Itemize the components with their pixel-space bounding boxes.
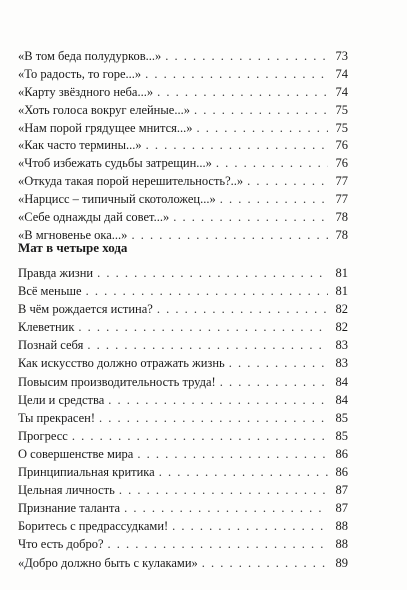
toc-entry-page: 76 <box>335 156 348 171</box>
dot-leader <box>229 354 328 372</box>
toc-entry-page: 86 <box>335 446 348 461</box>
toc-entry-title: «Нарцисс – типичный скотоложец...» <box>18 192 216 207</box>
toc-entry-page: 75 <box>335 102 348 117</box>
dot-leader <box>159 463 328 481</box>
toc-entry <box>18 373 348 391</box>
toc-entry <box>18 300 348 318</box>
toc-entry-page: 78 <box>335 227 348 242</box>
toc-entry-page: 85 <box>335 428 348 443</box>
toc-entry <box>18 391 348 409</box>
dot-leader <box>97 264 328 282</box>
toc-entry <box>18 336 348 354</box>
toc-entry-title: «Карту звёздного неба...» <box>18 84 154 99</box>
toc-entry <box>18 173 348 191</box>
toc-entry <box>18 48 348 66</box>
dot-leader <box>172 517 328 535</box>
toc-entry <box>18 282 348 300</box>
dot-leader <box>216 155 328 173</box>
dot-leader <box>78 318 328 336</box>
toc-entry <box>18 354 348 372</box>
toc-entry-page: 81 <box>335 284 348 299</box>
toc-entry-title: Что есть добро? <box>18 537 104 552</box>
toc-entry-page: 85 <box>335 410 348 425</box>
dot-leader <box>124 499 328 517</box>
toc-entry <box>18 209 348 227</box>
toc-entry-title: Цельная личность <box>18 483 115 498</box>
dot-leader <box>145 66 328 84</box>
toc-entry <box>18 155 348 173</box>
dot-leader <box>197 120 328 138</box>
toc-entry <box>18 84 348 102</box>
toc-entry-page: 82 <box>335 320 348 335</box>
toc-entry-title: Боритесь с предрассудками! <box>18 519 169 534</box>
toc-entry <box>18 66 348 84</box>
dot-leader <box>165 48 328 66</box>
toc-entry <box>18 445 348 463</box>
toc-entry-page: 83 <box>335 356 348 371</box>
toc-entry-title: «Откуда такая порой нерешительность?..» <box>18 174 244 189</box>
toc-entry-title: «Себе однажды дай совет...» <box>18 210 170 225</box>
toc-entry-title: В чём рождается истина? <box>18 302 153 317</box>
dot-leader <box>137 445 328 463</box>
toc-entry-page: 88 <box>335 519 348 534</box>
toc-entry-title: «То радость, то горе...» <box>18 66 142 81</box>
toc-entry <box>18 102 348 120</box>
toc-entry-title: «Как часто термины...» <box>18 138 142 153</box>
toc-entry-page: 86 <box>335 465 348 480</box>
toc-entry-title: «Добро должно быть с кулаками» <box>18 555 198 570</box>
toc-entry <box>18 427 348 445</box>
toc-list-poems <box>18 48 348 245</box>
toc-entry-page: 76 <box>335 138 348 153</box>
toc-entry-page: 82 <box>335 302 348 317</box>
dot-leader <box>87 336 328 354</box>
toc-entry <box>18 481 348 499</box>
toc-entry-page: 74 <box>335 66 348 81</box>
toc-entry <box>18 517 348 535</box>
dot-leader <box>247 173 328 191</box>
toc-entry-page: 88 <box>335 537 348 552</box>
toc-entry-title: Ты прекрасен! <box>18 410 95 425</box>
toc-entry-title: Всё меньше <box>18 284 82 299</box>
toc-entry-page: 84 <box>335 374 348 389</box>
section-title: Мат в четыре хода <box>18 240 128 255</box>
dot-leader <box>108 535 328 553</box>
toc-entry-page: 75 <box>335 120 348 135</box>
toc-entry-title: Познай себя <box>18 338 84 353</box>
toc-entry-title: Цели и средства <box>18 392 105 407</box>
toc-entry <box>18 137 348 155</box>
toc-entry-page: 89 <box>335 555 348 570</box>
toc-entry-page: 81 <box>335 266 348 280</box>
toc-entry <box>18 463 348 481</box>
toc-entry <box>18 120 348 138</box>
dot-leader <box>146 137 328 155</box>
dot-leader <box>72 427 328 445</box>
toc-entry-page: 78 <box>335 210 348 225</box>
dot-leader <box>157 84 328 102</box>
toc-entry <box>18 535 348 553</box>
toc-entry-title: Клеветник <box>18 320 75 335</box>
toc-entry-title: Прогресс <box>18 428 68 443</box>
dot-leader <box>131 227 328 245</box>
toc-entry-page: 87 <box>335 501 348 516</box>
toc-entry <box>18 264 348 282</box>
dot-leader <box>157 300 328 318</box>
dot-leader <box>173 209 328 227</box>
toc-entry-title: «Хоть голоса вокруг елейные...» <box>18 102 190 117</box>
toc-entry-title: «Чтоб избежать судьбы затрещин...» <box>18 156 212 171</box>
toc-entry <box>18 409 348 427</box>
toc-entry-title: Правда жизни <box>18 266 94 280</box>
toc-entry-title: «Нам порой грядущее мнится...» <box>18 120 193 135</box>
dot-leader <box>108 391 328 409</box>
toc-list-mate-in-four <box>18 264 348 572</box>
toc-entry-page: 77 <box>335 192 348 207</box>
dot-leader <box>202 554 328 572</box>
toc-entry <box>18 191 348 209</box>
toc-entry-title: О совершенстве мира <box>18 446 134 461</box>
dot-leader <box>119 481 328 499</box>
dot-leader <box>194 102 328 120</box>
toc-entry <box>18 318 348 336</box>
toc-entry <box>18 499 348 517</box>
toc-entry-title: «В мгновенье ока...» <box>18 227 128 242</box>
toc-entry-title: Как искусство должно отражать жизнь <box>18 356 225 371</box>
toc-entry-page: 77 <box>335 174 348 189</box>
dot-leader <box>99 409 328 427</box>
toc-entry-page: 73 <box>335 49 348 63</box>
toc-entry-title: Принципиальная критика <box>18 465 155 480</box>
toc-entry-title: Признание таланта <box>18 501 121 516</box>
dot-leader <box>220 191 328 209</box>
toc-entry <box>18 554 348 572</box>
dot-leader <box>86 282 328 300</box>
toc-entry-page: 83 <box>335 338 348 353</box>
dot-leader <box>220 373 328 391</box>
toc-entry-page: 87 <box>335 483 348 498</box>
toc-entry-page: 84 <box>335 392 348 407</box>
toc-entry-title: «В том беда полудурков...» <box>18 49 162 63</box>
toc-entry-page: 74 <box>335 84 348 99</box>
toc-entry-title: Повысим производительность труда! <box>18 374 216 389</box>
